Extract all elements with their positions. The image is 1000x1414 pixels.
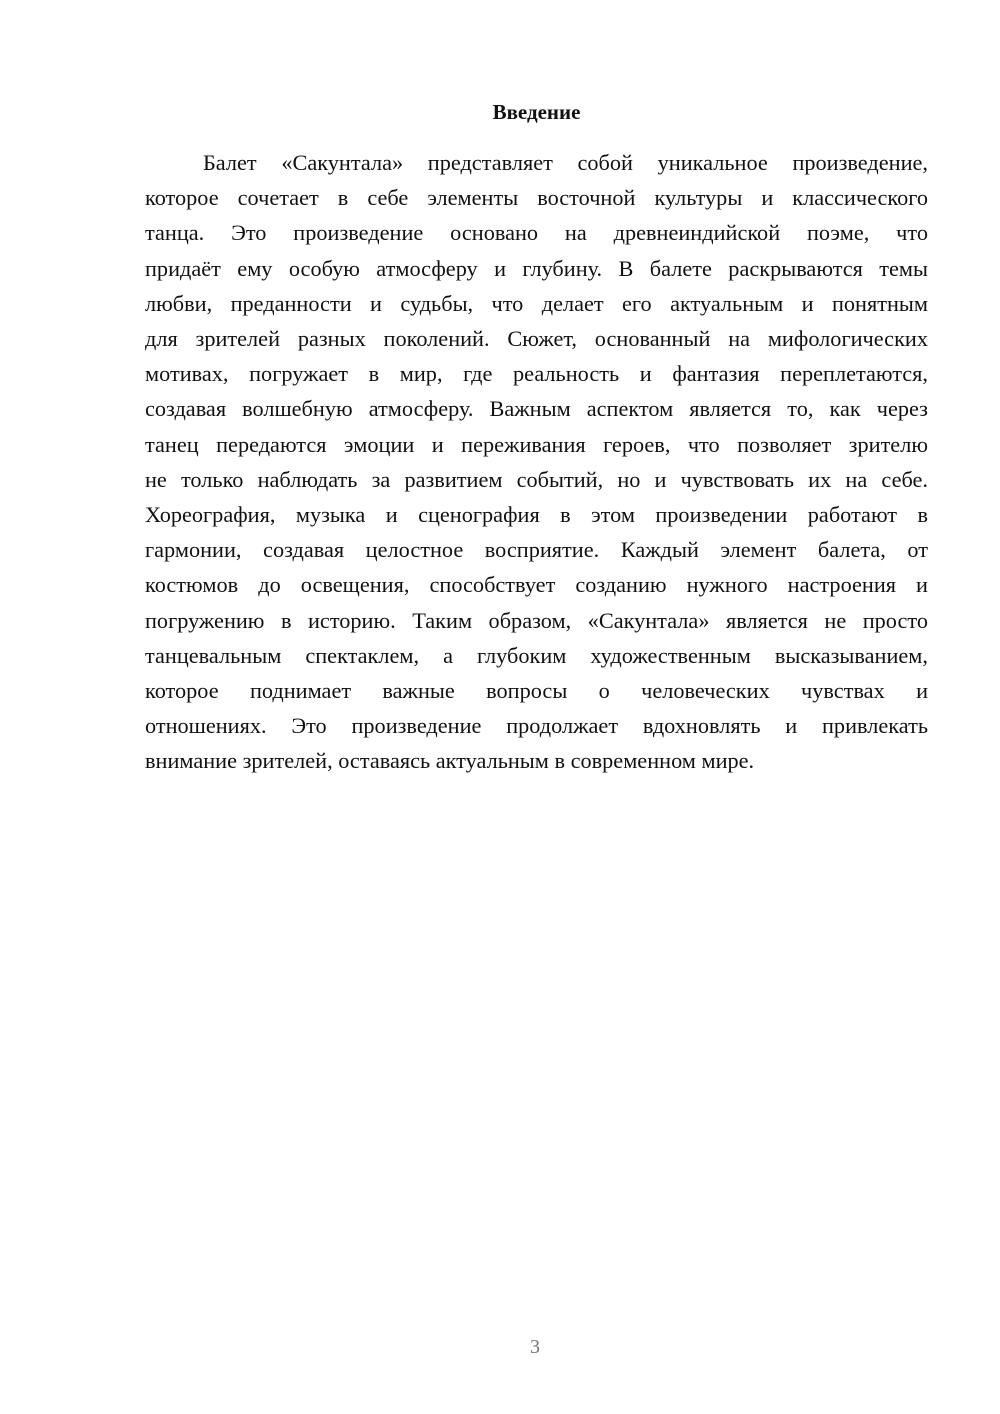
text-line: которое сочетает в себе элементы восточной культуры и классического [145,185,928,211]
text-line: отношениях. Это произведение продолжает вдохновлять и привлекать [145,713,928,739]
text-line: внимание зрителей, оставаясь актуальным в современном мире. [145,748,755,774]
text-line: любви, преданности и судьбы, что делает его актуальным и понятным [145,290,928,316]
text-line: не только наблюдать за развитием событий, но и чувствовать их на себе. [145,466,928,492]
text-line: которое поднимает важные вопросы о человеческих чувствах и [145,678,928,704]
text-line: танца. Это произведение основано на древнеиндийской поэме, что [145,220,928,246]
text-line: гармонии, создавая целостное восприятие. Каждый элемент балета, от [145,537,928,563]
text-line: Балет «Сакунтала» представляет собой уникальное произведение, [203,150,928,175]
text-line: создавая волшебную атмосферу. Важным аспектом является то, как через [145,396,928,422]
text-line: для зрителей разных поколений. Сюжет, основанный на мифологических [145,326,928,352]
text-line: придаёт ему особую атмосферу и глубину. В балете раскрываются темы [145,255,928,281]
text-line: костюмов до освещения, способствует созданию нужного настроения и [145,572,928,598]
page-number: 3 [530,1336,540,1358]
section-heading: Введение [492,100,581,124]
body-paragraph [145,145,928,779]
text-line: мотивах, погружает в мир, где реальность и фантазия переплетаются, [145,361,928,387]
text-line: танец передаются эмоции и переживания героев, что позволяет зрителю [145,431,928,457]
text-line: Хореография, музыка и сценография в этом произведении работают в [145,502,928,528]
text-line: погружению в историю. Таким образом, «Сакунтала» является не просто [145,607,928,633]
text-line: танцевальным спектаклем, а глубоким художественным высказыванием, [145,642,928,668]
